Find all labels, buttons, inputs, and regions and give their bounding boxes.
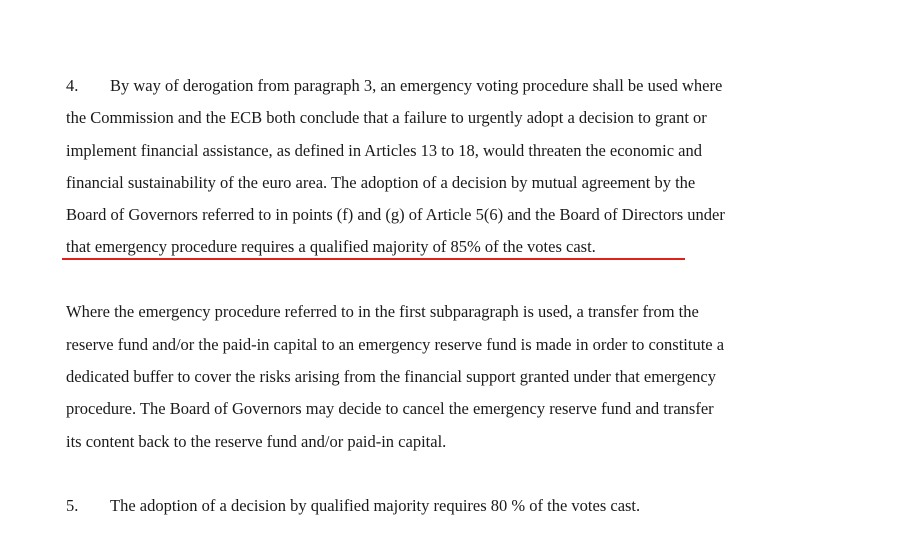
paragraph-4-line-6: that emergency procedure requires a qualified majority of 85% of the votes cast. [66,237,596,256]
subparagraph-line-5: its content back to the reserve fund and/or paid-in capital. [66,432,447,451]
paragraph-4-line-5: Board of Governors referred to in points (f) and (g) of Article 5(6) and the Board of Directors under [66,205,725,224]
paragraph-4-line-2: the Commission and the ECB both conclude that a failure to urgently adopt a decision to grant or [66,108,707,127]
paragraph-4-line-1: 4. By way of derogation from paragraph 3, an emergency voting procedure shall be used where [66,76,723,95]
red-highlight-underline [62,258,685,260]
paragraph-4-number: 4. [66,76,79,95]
paragraph-5-number: 5. [66,496,79,515]
paragraph-5 [66,496,640,516]
subparagraph-line-3: dedicated buffer to cover the risks arising from the financial support granted under that emergency [66,367,716,386]
subparagraph-line-2: reserve fund and/or the paid-in capital to an emergency reserve fund is made in order to constitute a [66,335,725,354]
paragraph-4-line-4: financial sustainability of the euro area. The adoption of a decision by mutual agreement by the [66,173,696,192]
paragraph-5-text: The adoption of a decision by qualified majority requires 80 % of the votes cast. [110,496,641,515]
paragraph-4-line-3: implement financial assistance, as defined in Articles 13 to 18, would threaten the economic and [66,141,702,160]
subparagraph-line-4: procedure. The Board of Governors may decide to cancel the emergency reserve fund and transfer [66,399,714,418]
subparagraph-line-1: Where the emergency procedure referred to in the first subparagraph is used, a transfer from the [66,302,699,321]
